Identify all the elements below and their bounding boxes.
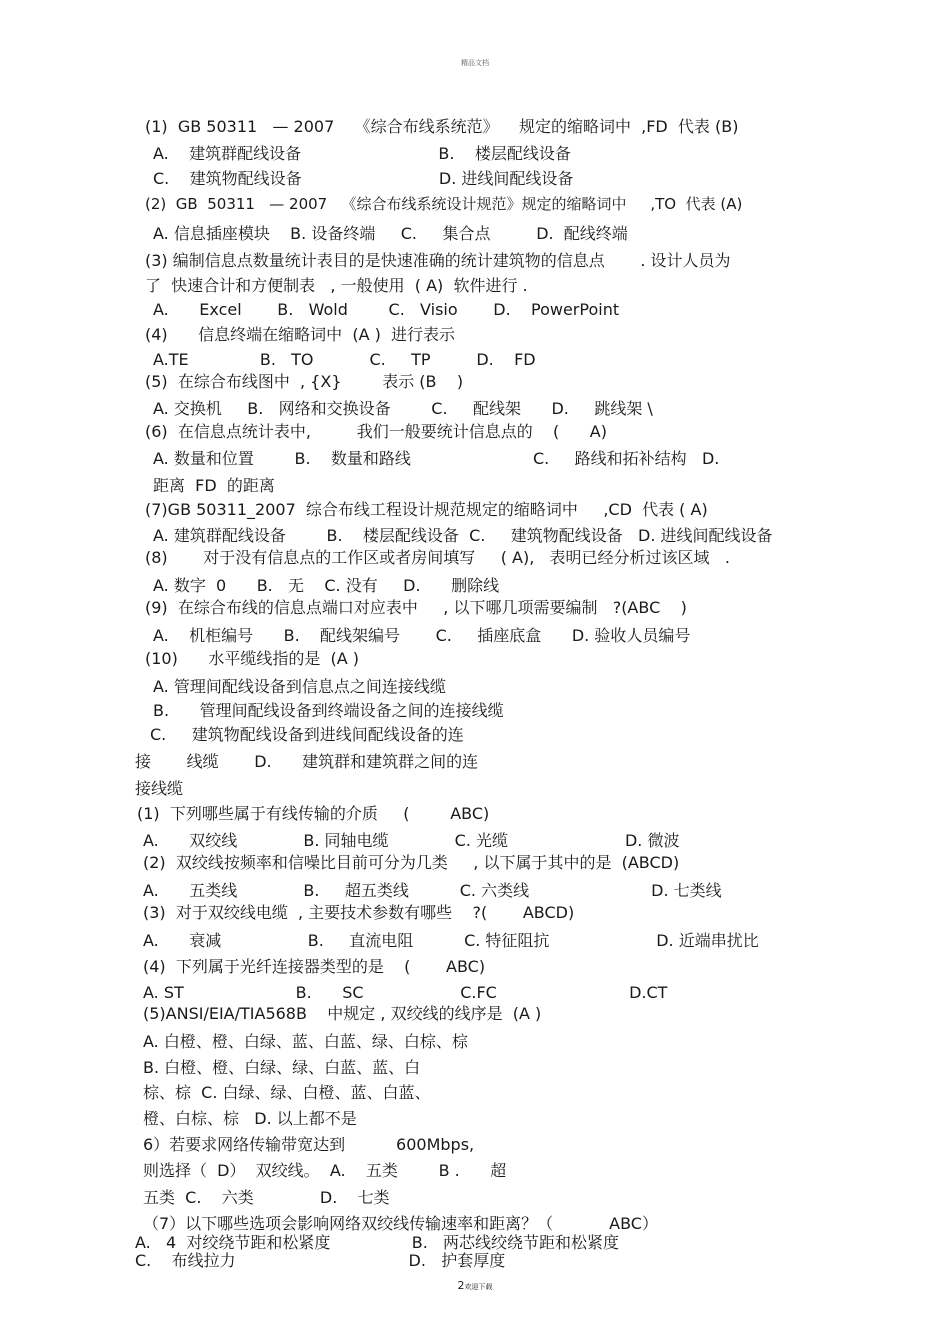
option-line: A. 衰减 B. 直流电阻 C. 特征阻抗 D. 近端串扰比	[143, 931, 759, 950]
option-line: C. 建筑物配线设备 D. 进线间配线设备	[153, 169, 574, 188]
question-line: (10) 水平缆线指的是 (A )	[145, 649, 360, 668]
question-line: (4) 下列属于光纤连接器类型的是 ( ABC)	[143, 957, 486, 976]
question-line: （7）以下哪些选项会影响网络双绞线传输速率和距离？（ ABC）	[143, 1214, 658, 1233]
option-line: C. 布线拉力 D. 护套厚度	[135, 1251, 506, 1270]
option-line: A. 管理间配线设备到信息点之间连接线缆	[153, 677, 446, 696]
question-line: (2) 双绞线按频率和信噪比目前可分为几类 , 以下属于其中的是 (ABCD)	[143, 853, 680, 872]
page-footer	[0, 1279, 950, 1292]
page-number: 2	[457, 1279, 465, 1292]
option-line: 接线缆	[135, 779, 184, 798]
question-line: (7)GB 50311_2007 综合布线工程设计规范规定的缩略词中 ,CD 代表 ( A)	[145, 500, 708, 519]
option-line: 棕、棕 C. 白绿、绿、白橙、蓝、白蓝、	[143, 1083, 431, 1102]
option-line: A. 数量和位置 B. 数量和路线 C. 路线和拓补结构 D.	[153, 449, 720, 468]
option-line: A. 双绞线 B. 同轴电缆 C. 光缆 D. 微波	[143, 831, 680, 850]
question-line: (5)ANSI/EIA/TIA568B 中规定 , 双绞线的线序是 (A )	[143, 1004, 542, 1023]
question-line: (6) 在信息点统计表中, 我们一般要统计信息点的 ( A)	[145, 422, 607, 441]
page-header: 精品文档	[461, 59, 489, 67]
option-line: A. 建筑群配线设备 B. 楼层配线设备 C. 建筑物配线设备 D. 进线间配线设备	[153, 526, 773, 545]
option-line: A. 机柜编号 B. 配线架编号 C. 插座底盒 D. 验收人员编号	[153, 626, 691, 645]
option-line: B. 白橙、橙、白绿、绿、白蓝、蓝、白	[143, 1058, 421, 1077]
question-line: 了 快速合计和方便制表 , 一般使用 ( A) 软件进行 .	[145, 276, 528, 295]
option-line: C. 建筑物配线设备到进线间配线设备的连	[150, 725, 464, 744]
option-line: A. 白橙、橙、白绿、蓝、白蓝、绿、白棕、棕	[143, 1032, 468, 1051]
option-line: 接 线缆 D. 建筑群和建筑群之间的连	[135, 752, 479, 771]
question-line: (9) 在综合布线的信息点端口对应表中 , 以下哪几项需要编制 ?(ABC )	[145, 598, 687, 617]
option-line: A. 建筑群配线设备 B. 楼层配线设备	[153, 144, 571, 163]
option-line: A. 交换机 B. 网络和交换设备 C. 配线架 D. 跳线架 \	[153, 399, 653, 418]
question-line: (2) GB 50311 — 2007 《综合布线系统设计规范》规定的缩略词中 ,TO 代表 (A)	[145, 195, 743, 213]
question-line: (8) 对于没有信息点的工作区或者房间填写 ( A), 表明已经分析过该区域 .	[145, 548, 730, 567]
option-line: A.TE B. TO C. TP D. FD	[153, 350, 536, 369]
question-line: 6）若要求网络传输带宽达到 600Mbps,	[143, 1135, 475, 1154]
question-line: (1) GB 50311 — 2007 《综合布线系统范》 规定的缩略词中 ,FD 代表 (B)	[145, 117, 739, 136]
option-line: B. 管理间配线设备到终端设备之间的连接线缆	[153, 701, 504, 720]
option-line: A. 4 对绞绕节距和松紧度 B. 两芯线绞绕节距和松紧度	[135, 1233, 620, 1252]
question-line: (3) 编制信息点数量统计表目的是快速准确的统计建筑物的信息点 . 设计人员为	[145, 251, 731, 270]
question-line: (1) 下列哪些属于有线传输的介质 ( ABC)	[137, 804, 490, 823]
question-line: 则选择（ D） 双绞线。 A. 五类 B . 超	[143, 1161, 507, 1180]
footer-text: 欢迎下载	[464, 1283, 493, 1291]
option-line: A. Excel B. Wold C. Visio D. PowerPoint	[153, 300, 620, 319]
option-line: A. 五类线 B. 超五类线 C. 六类线 D. 七类线	[143, 881, 722, 900]
option-line: A. 数字 0 B. 无 C. 没有 D. 删除线	[153, 576, 500, 595]
option-line: A. 信息插座模块 B. 设备终端 C. 集合点 D. 配线终端	[153, 224, 628, 243]
option-line: A. ST B. SC C.FC D.CT	[143, 983, 668, 1002]
question-line: (4) 信息终端在缩略词中 (A ) 进行表示	[145, 325, 456, 344]
option-line: 五类 C. 六类 D. 七类	[143, 1188, 390, 1207]
option-line: 距离 FD 的距离	[153, 476, 275, 495]
question-line: (3) 对于双绞线电缆 , 主要技术参数有哪些 ?( ABCD)	[143, 903, 575, 922]
question-line: (5) 在综合布线图中 , {X} 表示 (B )	[145, 372, 464, 391]
option-line: 橙、白棕、棕 D. 以上都不是	[143, 1109, 357, 1128]
